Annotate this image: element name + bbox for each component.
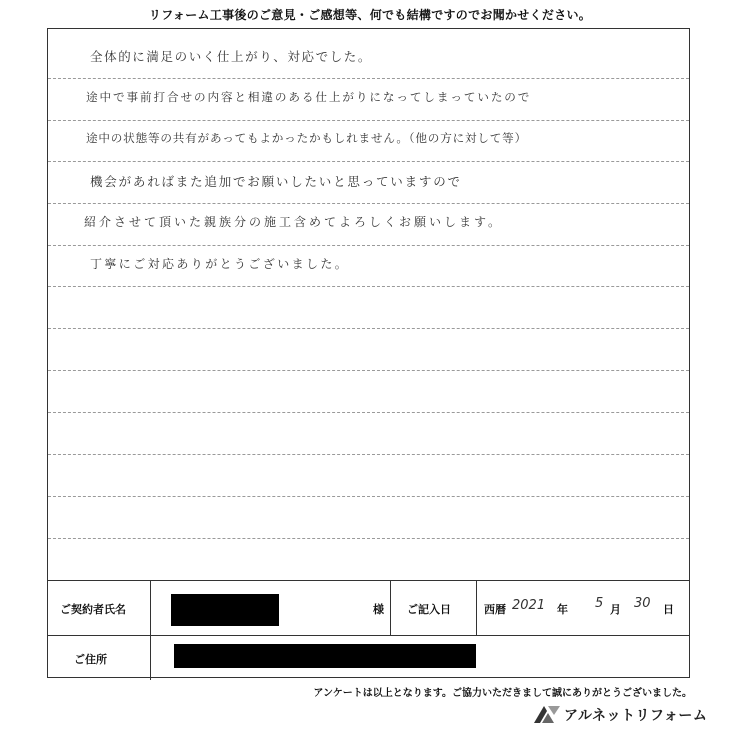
ruled-line <box>48 496 689 497</box>
comment-line-5: 紹介させて頂いた親族分の施工含めてよろしくお願いします。 <box>84 215 504 229</box>
address-row <box>48 635 689 680</box>
comment-line-4: 機会があればまた追加でお願いしたいと思っていますので <box>90 174 462 189</box>
info-table <box>48 580 689 679</box>
day-value: 30 <box>634 596 651 611</box>
ruled-line <box>48 78 689 79</box>
ruled-line <box>48 370 689 371</box>
name-date-row <box>48 580 689 636</box>
comment-line-1: 全体的に満足のいく仕上がり、対応でした。 <box>90 49 373 64</box>
name-label-cell <box>48 581 151 636</box>
ruled-line <box>48 412 689 413</box>
ruled-line <box>48 203 689 204</box>
honorific-label: 様 <box>373 603 384 616</box>
month-value: 5 <box>595 596 604 611</box>
redacted-name <box>171 594 279 626</box>
ruled-line <box>48 120 689 121</box>
day-unit: 日 <box>663 603 674 616</box>
year-value: 2021 <box>512 598 546 613</box>
date-label: ご記入日 <box>407 603 451 616</box>
company-logo <box>532 702 708 726</box>
address-value-cell <box>151 636 689 680</box>
address-label-cell <box>48 636 151 680</box>
ruled-line <box>48 454 689 455</box>
ruled-line <box>48 286 689 287</box>
survey-footer: アンケートは以上となります。ご協力いただきまして誠にありがとうございました。 <box>313 688 692 699</box>
month-unit: 月 <box>610 603 621 616</box>
redacted-address <box>174 644 476 668</box>
survey-header: リフォーム工事後のご意見・ご感想等、何でも結構ですのでお聞かせください。 <box>148 8 592 22</box>
address-label: ご住所 <box>74 653 107 666</box>
comment-line-3: 途中の状態等の共有があってもよかったかもしれません。（他の方に対して等） <box>86 131 527 145</box>
name-value-cell <box>151 581 391 636</box>
date-value-cell <box>477 581 689 636</box>
ruled-line <box>48 245 689 246</box>
ruled-line <box>48 328 689 329</box>
logo-text: アルネットリフォーム <box>564 708 708 724</box>
arnet-logo-icon <box>532 702 562 726</box>
era-label: 西暦 <box>484 603 506 616</box>
name-label: ご契約者氏名 <box>60 603 126 616</box>
comment-line-6: 丁寧にご対応ありがとうございました。 <box>90 257 350 271</box>
date-label-cell <box>391 581 477 636</box>
ruled-line <box>48 161 689 162</box>
year-unit: 年 <box>557 603 568 616</box>
comment-line-2: 途中で事前打合せの内容と相違のある仕上がりになってしまっていたので <box>86 90 532 104</box>
comment-form <box>47 28 690 678</box>
ruled-line <box>48 538 689 539</box>
